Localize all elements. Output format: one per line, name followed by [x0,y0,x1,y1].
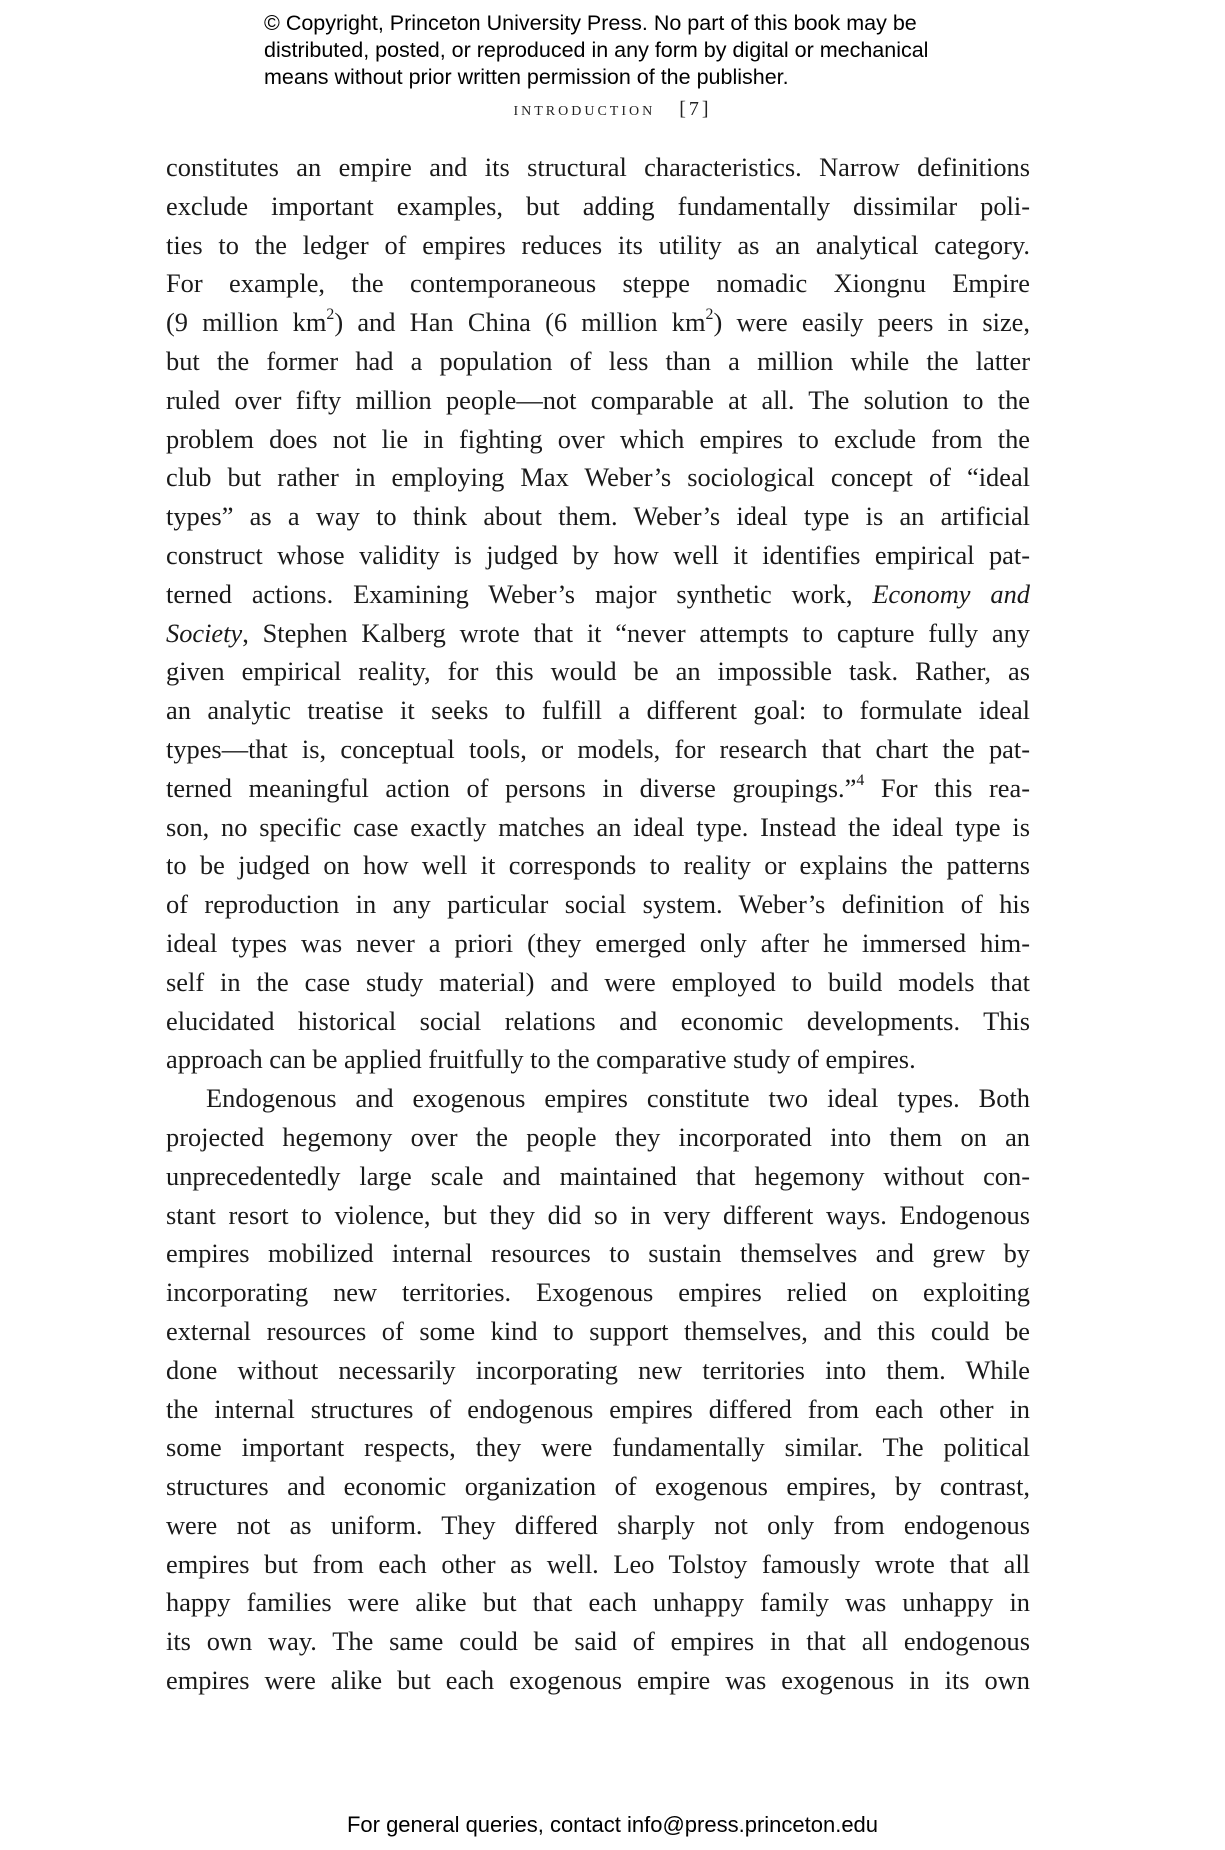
body-text [166,148,1030,1700]
text-line: done without necessarily incorporating new territories into them. While [166,1354,1030,1385]
text-line: ties to the ledger of empires reduces its utility as an analytical category. [166,229,1030,260]
text-line: problem does not lie in fighting over which empires to exclude from the [166,423,1030,454]
text-line: stant resort to violence, but they did so in very different ways. Endogenous [166,1199,1030,1230]
text-line: unprecedentedly large scale and maintained that hegemony without con- [166,1160,1030,1191]
text-line: club but rather in employing Max Weber’s sociological concept of “ideal [166,462,1030,493]
contact-footer: For general queries, contact info@press.princeton.edu [346,1812,879,1837]
text-line: its own way. The same could be said of empires in that all endogenous [166,1626,1030,1657]
text-line: empires mobilized internal resources to sustain themselves and grew by [166,1238,1030,1269]
text-line: incorporating new territories. Exogenous empires relied on exploiting [166,1277,1030,1308]
text-line: empires were alike but each exogenous empire was exogenous in its own [166,1665,1030,1696]
text-line: the internal structures of endogenous empires differed from each other in [166,1393,1030,1424]
text-line: construct whose validity is judged by how well it identifies empirical pat- [166,539,1030,570]
text-line: types—that is, conceptual tools, or models, for research that chart the pat- [166,733,1030,764]
copyright-line: means without prior written permission of the publisher. [264,65,789,89]
text-line: constitutes an empire and its structural characteristics. Narrow definitions [166,152,1030,182]
text-line: Endogenous and exogenous empires constitute two ideal types. Both [206,1083,1030,1114]
text-line: terned meaningful action of persons in diverse groupings.”$^4$ For this rea- [166,771,1030,803]
text-line: of reproduction in any particular social system. Weber’s definition of his [166,889,1030,920]
text-line: some important respects, they were fundamentally similar. The political [166,1432,1030,1463]
text-line: empires but from each other as well. Leo Tolstoy famously wrote that all [166,1548,1030,1579]
text-line: elucidated historical social relations and economic developments. This [166,1005,1030,1036]
text-line: terned actions. Examining Weber’s major synthetic work, Economy and [166,578,1030,609]
text-line: son, no specific case exactly matches an ideal type. Instead the ideal type is [166,811,1030,842]
text-line: approach can be applied fruitfully to the comparative study of empires. [166,1044,916,1075]
text-line: types” as a way to think about them. Weber’s ideal type is an artificial [166,501,1030,532]
section-title: introduction [513,98,656,120]
text-line: to be judged on how well it corresponds to reality or explains the patterns [166,850,1030,881]
copyright-line: distributed, posted, or reproduced in any form by digital or mechanical [264,38,929,62]
text-line: exclude important examples, but adding fundamentally dissimilar poli- [166,190,1030,221]
text-line: an analytic treatise it seeks to fulfill a different goal: to formulate ideal [166,695,1030,726]
page-number: [7] [679,98,712,120]
text-line: projected hegemony over the people they incorporated into them on an [166,1121,1030,1152]
text-line: external resources of some kind to support themselves, and this could be [166,1315,1030,1346]
copyright-notice [264,10,1024,91]
text-line: were not as uniform. They differed sharply not only from endogenous [166,1509,1030,1540]
text-line: structures and economic organization of exogenous empires, by contrast, [166,1471,1030,1502]
running-head [0,98,1225,121]
text-line: happy families were alike but that each unhappy family was unhappy in [166,1587,1030,1618]
text-line: ideal types was never a priori (they emerged only after he immersed him- [166,927,1030,958]
text-line: self in the case study material) and were employed to build models that [166,966,1030,997]
text-line: but the former had a population of less than a million while the latter [166,345,1030,376]
text-line: (9 million $km^2$) and Han China (6 million $km^2$) were easily peers in size, [166,306,1030,338]
copyright-line: © Copyright, Princeton University Press. No part of this book may be [264,11,917,35]
text-line: For example, the contemporaneous steppe nomadic Xiongnu Empire [166,268,1030,299]
text-line: given empirical reality, for this would be an impossible task. Rather, as [166,656,1030,687]
text-line: Society, Stephen Kalberg wrote that it “never attempts to capture fully any [166,617,1030,648]
text-line: ruled over fifty million people—not comparable at all. The solution to the [166,384,1030,415]
